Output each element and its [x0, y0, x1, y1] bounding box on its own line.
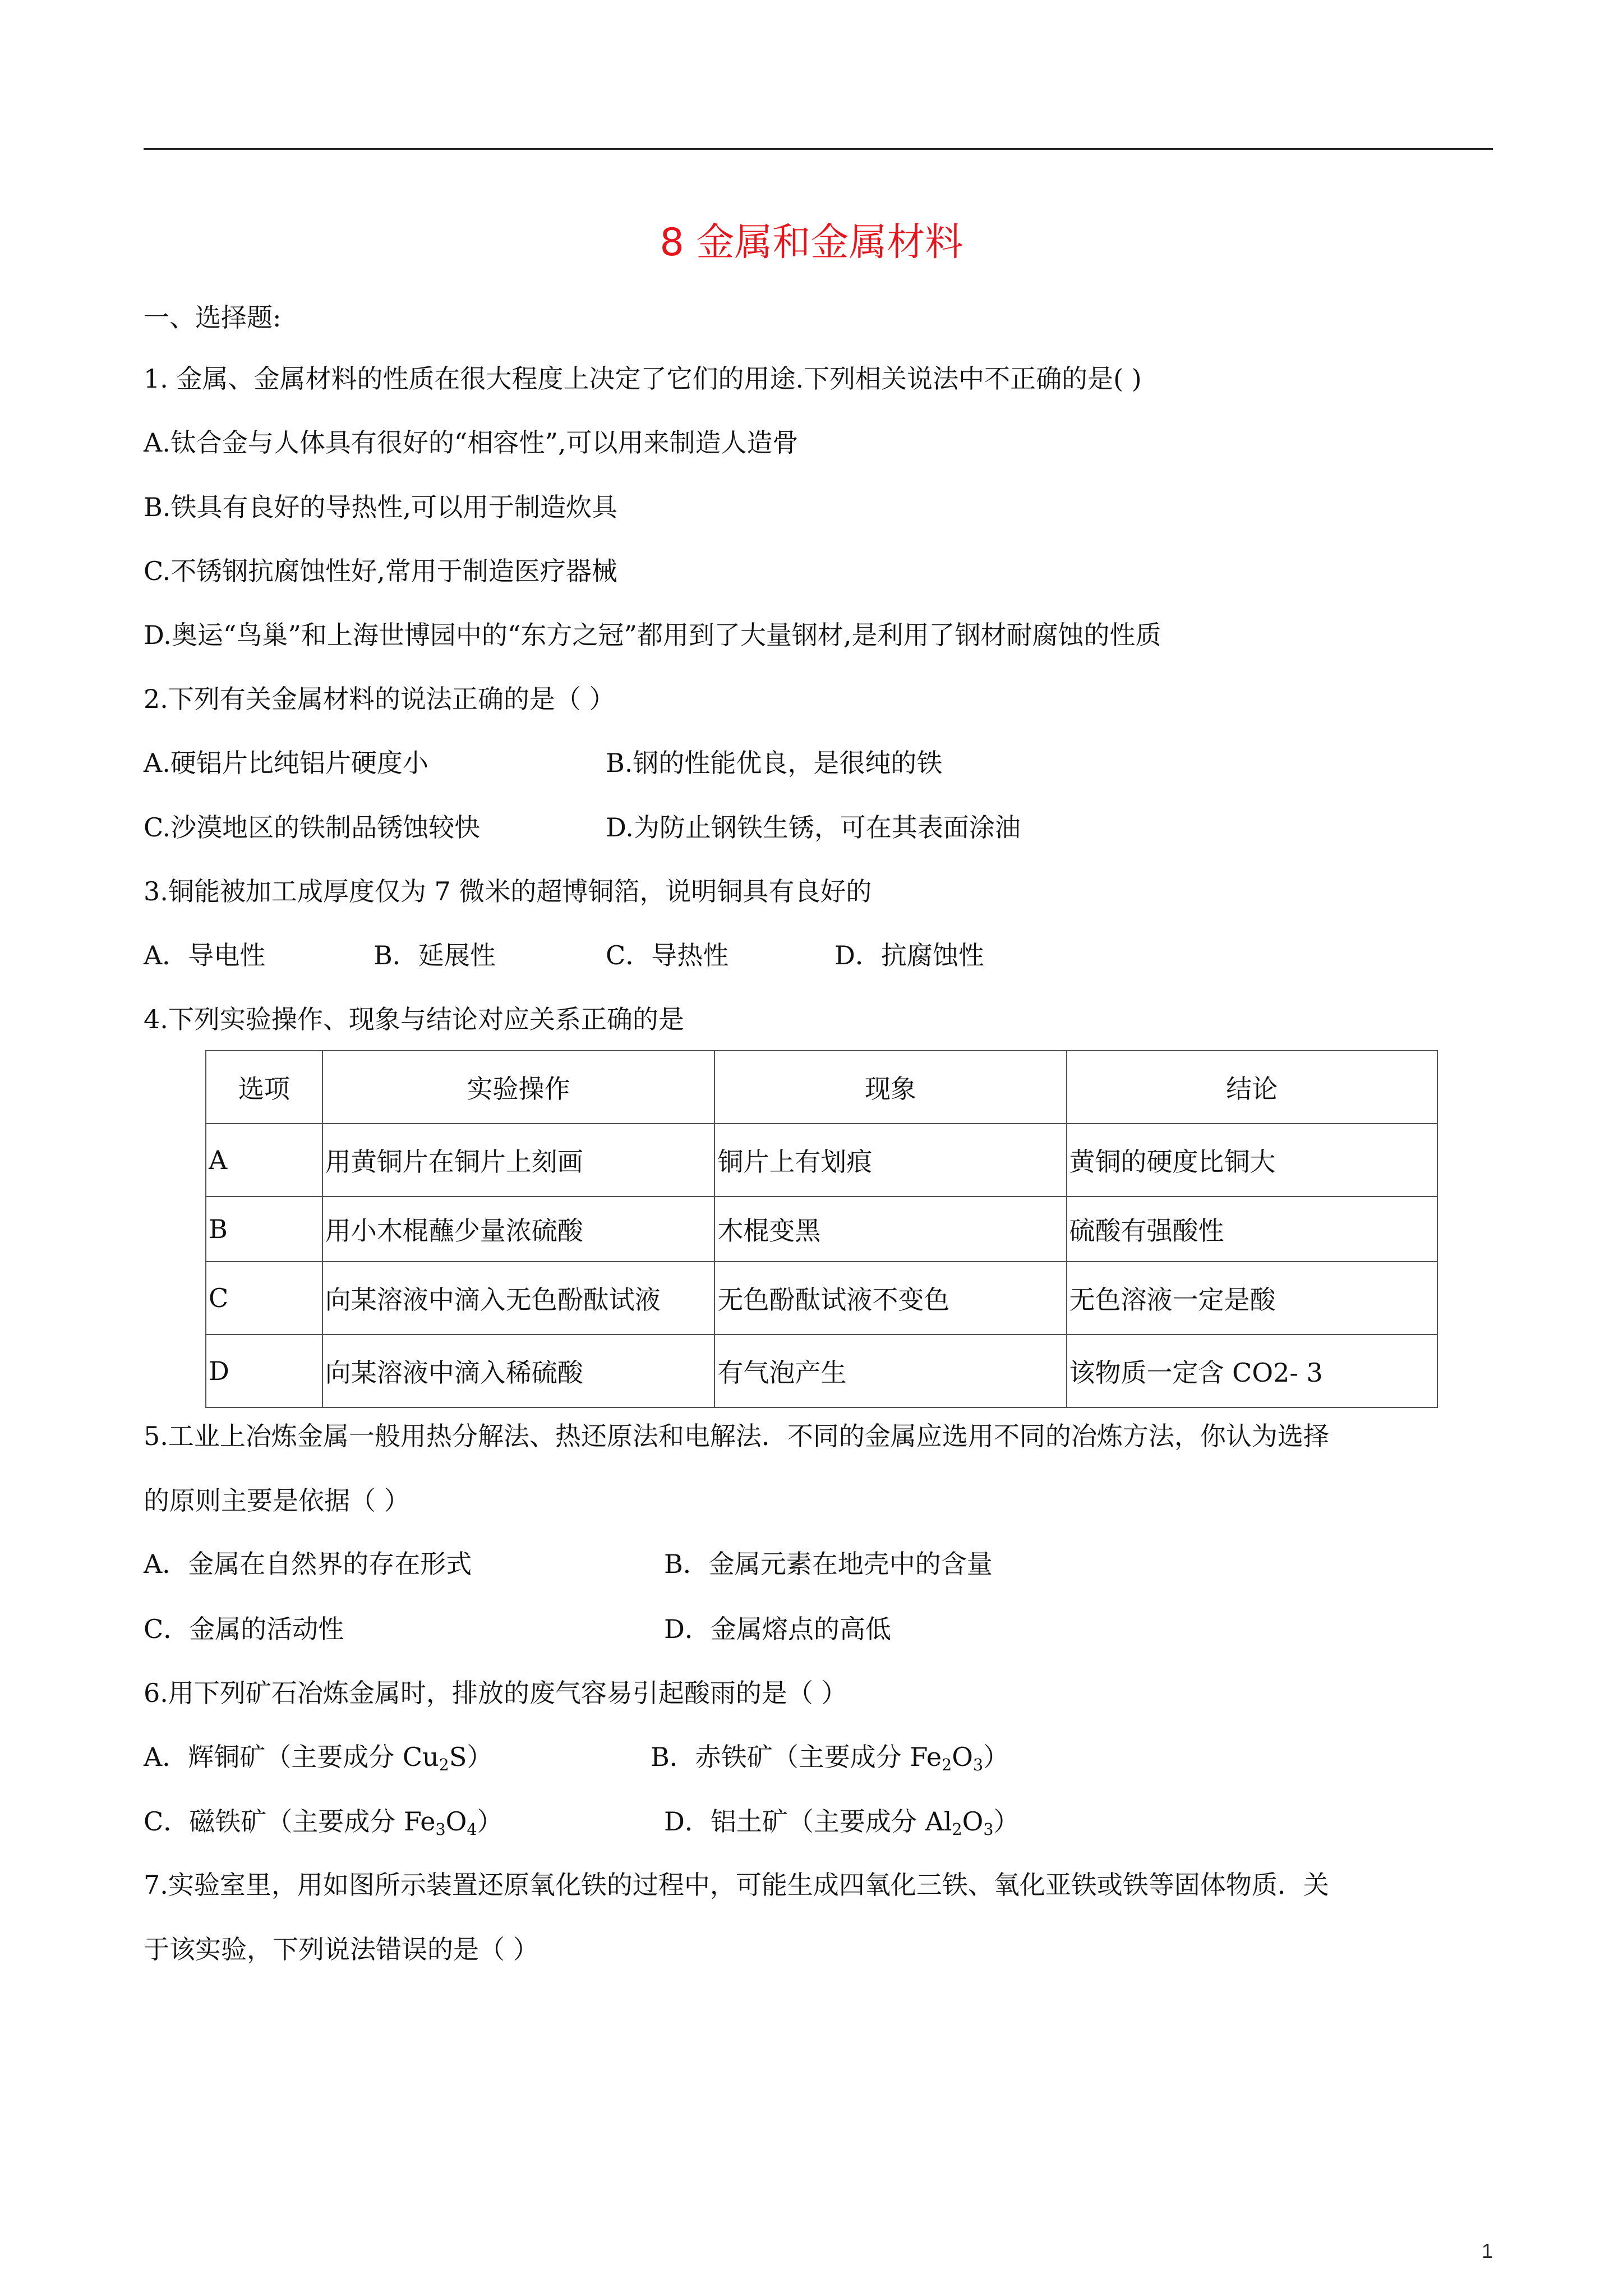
q1-option-c: C.不锈钢抗腐蚀性好,常用于制造医疗器械 [144, 556, 617, 586]
table-cell: D [206, 1335, 322, 1407]
q3-stem: 3.铜能被加工成厚度仅为 7 微米的超博铜箔，说明铜具有良好的 [144, 876, 872, 907]
q6-option-a [144, 1740, 492, 1774]
table-cell: 无色酚酞试液不变色 [714, 1262, 1066, 1335]
option-text: B．赤铁矿（主要成分 [651, 1742, 910, 1772]
formula-part: Al [925, 1806, 952, 1837]
q5-option-b: B．金属元素在地壳中的含量 [664, 1549, 993, 1579]
table-header-cell: 现象 [714, 1051, 1066, 1124]
table-row [206, 1335, 1437, 1407]
section-heading: 一、选择题: [144, 302, 282, 333]
table-header-row [206, 1051, 1437, 1124]
formula-part: Cu [402, 1742, 439, 1772]
table-cell: 铜片上有划痕 [714, 1124, 1066, 1197]
option-text: D．铝土矿（主要成分 [664, 1806, 925, 1837]
table-cell: 向某溶液中滴入稀硫酸 [322, 1335, 715, 1407]
q2-option-a: A.硬铝片比纯铝片硬度小 [144, 748, 428, 778]
table-header-cell: 实验操作 [322, 1051, 715, 1124]
table-row [206, 1262, 1437, 1335]
option-text-end: ） [467, 1742, 493, 1772]
formula-part: O [445, 1806, 467, 1837]
q7-stem-line1: 7.实验室里，用如图所示装置还原氧化铁的过程中，可能生成四氧化三铁、氧化亚铁或铁等固体物质．关 [144, 1870, 1329, 1900]
q6-stem: 6.用下列矿石冶炼金属时，排放的废气容易引起酸雨的是（ ） [144, 1678, 847, 1708]
q3-option-d: D．抗腐蚀性 [834, 940, 984, 970]
formula-part: Fe [910, 1742, 942, 1772]
q5-stem-line2: 的原则主要是依据（ ） [144, 1485, 410, 1516]
q1-option-b: B.铁具有良好的导热性,可以用于制造炊具 [144, 492, 618, 522]
formula-part: Fe [403, 1806, 436, 1837]
page-number: 1 [1481, 2239, 1493, 2262]
table-cell: B [206, 1197, 322, 1262]
q5-option-d: D．金属熔点的高低 [664, 1614, 891, 1644]
formula-subscript: 4 [467, 1820, 477, 1839]
table-cell: A [206, 1124, 322, 1197]
formula-part: S [449, 1742, 467, 1772]
table-cell: 黄铜的硬度比铜大 [1067, 1124, 1437, 1197]
table-cell: 该物质一定含 CO2- 3 [1067, 1335, 1437, 1407]
q2-option-d: D.为防止钢铁生锈，可在其表面涂油 [606, 812, 1021, 843]
option-text-end: ） [477, 1806, 503, 1837]
table-header-cell: 选项 [206, 1051, 322, 1124]
q4-stem: 4.下列实验操作、现象与结论对应关系正确的是 [144, 1004, 684, 1034]
formula-subscript: 3 [435, 1820, 446, 1839]
q2-option-c: C.沙漠地区的铁制品锈蚀较快 [144, 812, 481, 843]
formula-part: O [952, 1742, 973, 1772]
q5-stem-line1: 5.工业上冶炼金属一般用热分解法、热还原法和电解法．不同的金属应选用不同的冶炼方法，你认为选择 [144, 1421, 1329, 1451]
table-cell: 向某溶液中滴入无色酚酞试液 [322, 1262, 715, 1335]
q2-option-b: B.钢的性能优良，是很纯的铁 [606, 748, 943, 778]
formula-subscript: 3 [983, 1820, 994, 1839]
page-title: 8 金属和金属材料 [660, 220, 963, 265]
formula-subscript: 2 [942, 1755, 952, 1774]
q6-option-d [664, 1805, 1019, 1838]
q5-option-a: A．金属在自然界的存在形式 [144, 1549, 472, 1579]
q5-option-c: C．金属的活动性 [144, 1614, 344, 1644]
q3-option-a: A．导电性 [144, 940, 266, 970]
q2-stem: 2.下列有关金属材料的说法正确的是（ ） [144, 684, 615, 714]
formula-part: O [962, 1806, 984, 1837]
q3-option-b: B．延展性 [374, 940, 496, 970]
table-row [206, 1124, 1437, 1197]
table-row [206, 1197, 1437, 1262]
q4-table [205, 1050, 1438, 1408]
header-rule [144, 148, 1493, 150]
formula-subscript: 2 [952, 1820, 962, 1839]
q1-option-d: D.奥运“鸟巢”和上海世博园中的“东方之冠”都用到了大量钢材,是利用了钢材耐腐蚀的性质 [144, 620, 1161, 650]
table-cell: 用黄铜片在铜片上刻画 [322, 1124, 715, 1197]
table-cell: C [206, 1262, 322, 1335]
formula-subscript: 2 [439, 1755, 449, 1774]
q3-option-c: C．导热性 [606, 940, 729, 970]
option-text-end: ） [993, 1806, 1020, 1837]
table-cell: 用小木棍蘸少量浓硫酸 [322, 1197, 715, 1262]
table-cell: 硫酸有强酸性 [1067, 1197, 1437, 1262]
table-header-cell: 结论 [1067, 1051, 1437, 1124]
q6-option-c [144, 1805, 502, 1838]
q1-stem: 1. 金属、金属材料的性质在很大程度上决定了它们的用途.下列相关说法中不正确的是( ) [144, 364, 1142, 394]
q6-option-b [651, 1740, 1009, 1774]
q7-stem-line2: 于该实验，下列说法错误的是（ ） [144, 1934, 539, 1964]
table-cell: 无色溶液一定是酸 [1067, 1262, 1437, 1335]
option-text: C．磁铁矿（主要成分 [144, 1806, 404, 1837]
table-cell: 有气泡产生 [714, 1335, 1066, 1407]
formula-subscript: 3 [972, 1755, 984, 1774]
option-text-end: ） [983, 1742, 1009, 1772]
option-text: A．辉铜矿（主要成分 [144, 1742, 403, 1772]
q1-option-a: A.钛合金与人体具有很好的“相容性”,可以用来制造人造骨 [144, 427, 799, 458]
table-cell: 木棍变黑 [714, 1197, 1066, 1262]
